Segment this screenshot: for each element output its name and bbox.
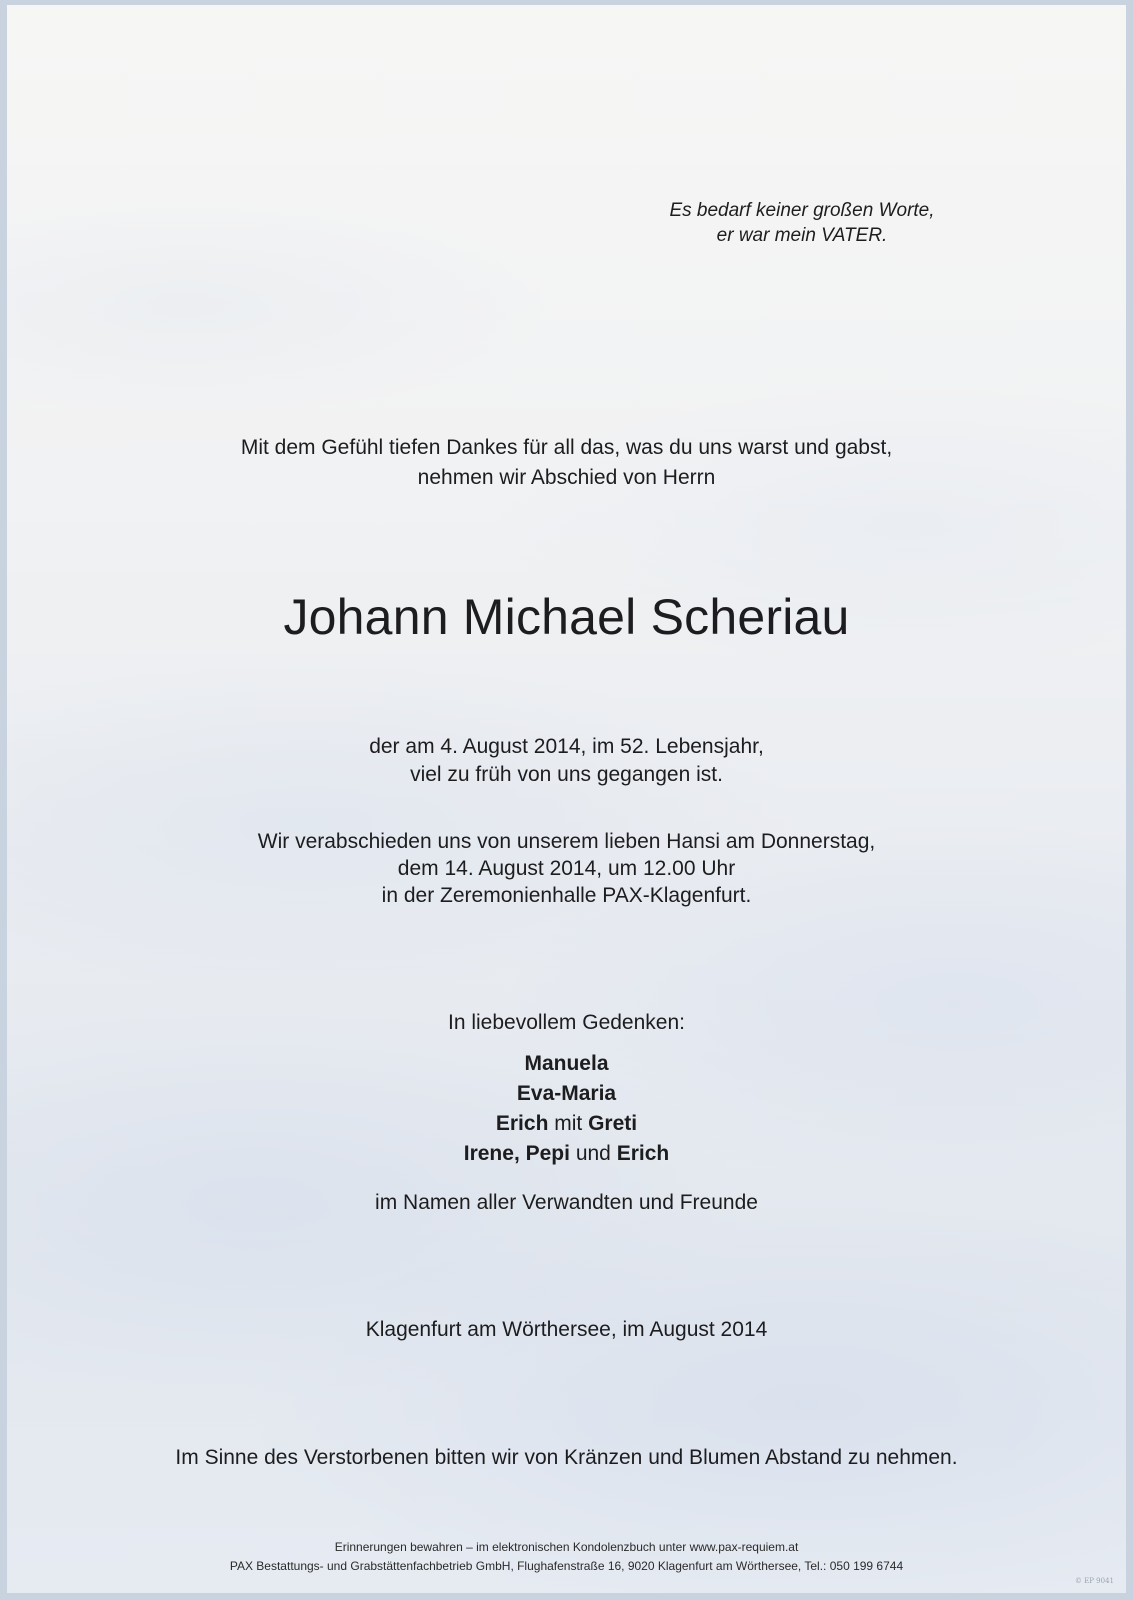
- mourner-name: Erich: [495, 1112, 549, 1135]
- farewell-line-2: dem 14. August 2014, um 12.00 Uhr: [397, 857, 736, 880]
- death-notice: [7, 733, 1126, 789]
- death-line-1: der am 4. August 2014, im 52. Lebensjahr,: [369, 735, 764, 758]
- mourner-list: [7, 1049, 1126, 1169]
- quote-line-1: Es bedarf keiner großen Worte,: [669, 200, 935, 221]
- farewell-ceremony: [7, 828, 1126, 909]
- mourner-name: Erich: [616, 1142, 670, 1165]
- relatives-line: im Namen aller Verwandten und Freunde: [375, 1191, 758, 1214]
- footer-condolence-line: Erinnerungen bewahren – im elektronischen Kondolenzbuch unter www.pax-requiem.at: [334, 1540, 799, 1554]
- footer-company-line: PAX Bestattungs- und Grabstättenfachbetrieb GmbH, Flughafenstraße 16, 9020 Klagenfurt am Wörthersee, Tel.: 050 199 6744: [229, 1559, 904, 1573]
- quote-line-2: er war mein VATER.: [716, 225, 888, 246]
- mourner-name: Irene, Pepi: [463, 1142, 570, 1165]
- remembrance-heading: In liebevollem Gedenken:: [448, 1011, 685, 1034]
- intro-text: [7, 433, 1126, 493]
- epigraph-quote: [627, 198, 977, 248]
- intro-line-2: nehmen wir Abschied von Herrn: [417, 466, 716, 489]
- deceased-name: Johann Michael Scheriau: [283, 589, 850, 645]
- mourner-row: [7, 1109, 1126, 1139]
- death-line-2: viel zu früh von uns gegangen ist.: [410, 763, 723, 786]
- flowers-request: Im Sinne des Verstorbenen bitten wir von Kränzen und Blumen Abstand zu nehmen.: [175, 1446, 958, 1469]
- mourner-name: Eva-Maria: [516, 1082, 617, 1105]
- mourner-connector: und: [575, 1142, 611, 1165]
- farewell-line-3: in der Zeremonienhalle PAX-Klagenfurt.: [381, 884, 752, 907]
- form-code: © EP 9041: [1074, 1577, 1114, 1585]
- mourner-name: Greti: [588, 1112, 638, 1135]
- mourner-row: [7, 1139, 1126, 1169]
- mourner-connector: mit: [554, 1112, 583, 1135]
- mourner-row: [7, 1049, 1126, 1079]
- footer: [7, 1538, 1126, 1576]
- mourner-row: [7, 1079, 1126, 1109]
- farewell-line-1: Wir verabschieden uns von unserem lieben Hansi am Donnerstag,: [257, 830, 876, 853]
- intro-line-1: Mit dem Gefühl tiefen Dankes für all das, was du uns warst und gabst,: [240, 436, 893, 459]
- mourner-name: Manuela: [524, 1052, 609, 1075]
- place-date: Klagenfurt am Wörthersee, im August 2014: [365, 1318, 768, 1341]
